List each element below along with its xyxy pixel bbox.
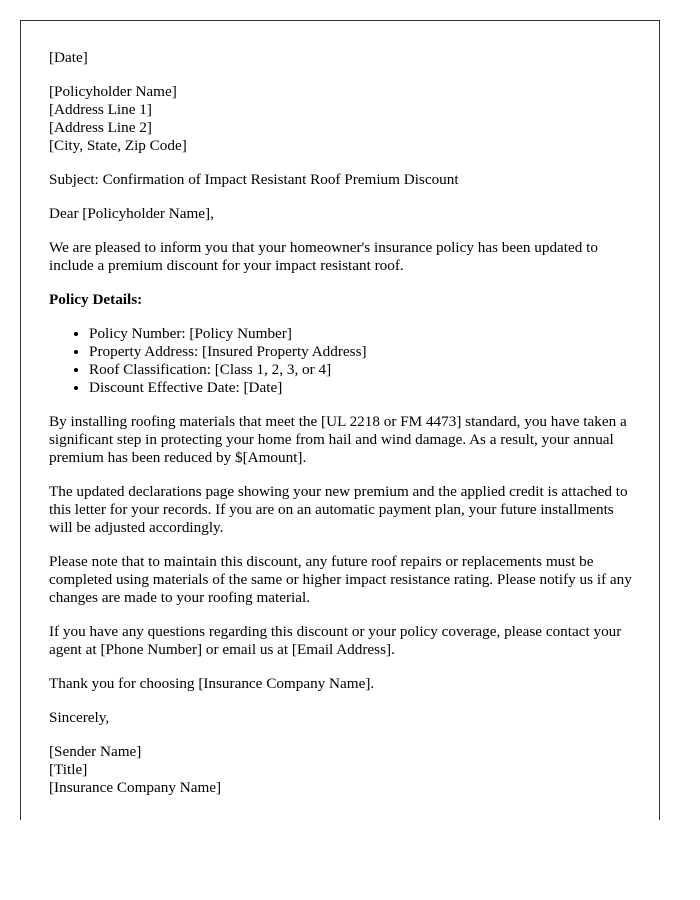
property-address-item: • Property Address: [Insured Property Address] [89, 343, 639, 361]
sender-company: [Insurance Company Name] [49, 779, 222, 796]
letter-subject: Subject: Confirmation of Impact Resistant Roof Premium Discount [49, 171, 459, 188]
standard-paragraph: By installing roofing materials that meet the [UL 2218 or FM 4473] standard, you have taken a significant step in protecting your home from hail and wind damage. As a result, your annual premium has been reduced by $[Amount]. [49, 413, 627, 466]
recipient-address-line-2: [Address Line 2] [49, 119, 152, 136]
policy-details-heading: Policy Details: [49, 291, 143, 308]
recipient-city-state-zip: [City, State, Zip Code] [49, 137, 187, 154]
recipient-block [49, 83, 639, 155]
roof-classification-item: • Roof Classification: [Class 1, 2, 3, or 4] [89, 361, 639, 379]
discount-effective-date-item: • Discount Effective Date: [Date] [89, 379, 639, 397]
letter-salutation: Dear [Policyholder Name], [49, 205, 214, 222]
policy-details-list [49, 325, 639, 397]
recipient-name: [Policyholder Name] [49, 83, 177, 100]
maintain-discount-paragraph: Please note that to maintain this discount, any future roof repairs or replacements must be completed using materials of the same or higher impact resistance rating. Please notify us if any changes are made to your roofing material. [49, 553, 632, 606]
intro-paragraph: We are pleased to inform you that your homeowner's insurance policy has been updated to include a premium discount for your impact resistant roof. [49, 239, 598, 274]
questions-paragraph: If you have any questions regarding this discount or your policy coverage, please contact your agent at [Phone Number] or email us at [Email Address]. [49, 623, 622, 658]
policy-number-item: • Policy Number: [Policy Number] [89, 325, 639, 343]
letter-closing: Sincerely, [49, 709, 110, 726]
sender-title: [Title] [49, 761, 88, 778]
recipient-address-line-1: [Address Line 1] [49, 101, 152, 118]
declarations-paragraph: The updated declarations page showing your new premium and the applied credit is attached to this letter for your records. If you are on an automatic payment plan, your future installments will be adjusted accordingly. [49, 483, 628, 536]
letter-page [20, 20, 660, 820]
letter-body [49, 49, 639, 813]
sender-name: [Sender Name] [49, 743, 142, 760]
signature-block [49, 743, 639, 797]
letter-date: [Date] [49, 49, 88, 66]
thanks-paragraph: Thank you for choosing [Insurance Company Name]. [49, 675, 375, 692]
